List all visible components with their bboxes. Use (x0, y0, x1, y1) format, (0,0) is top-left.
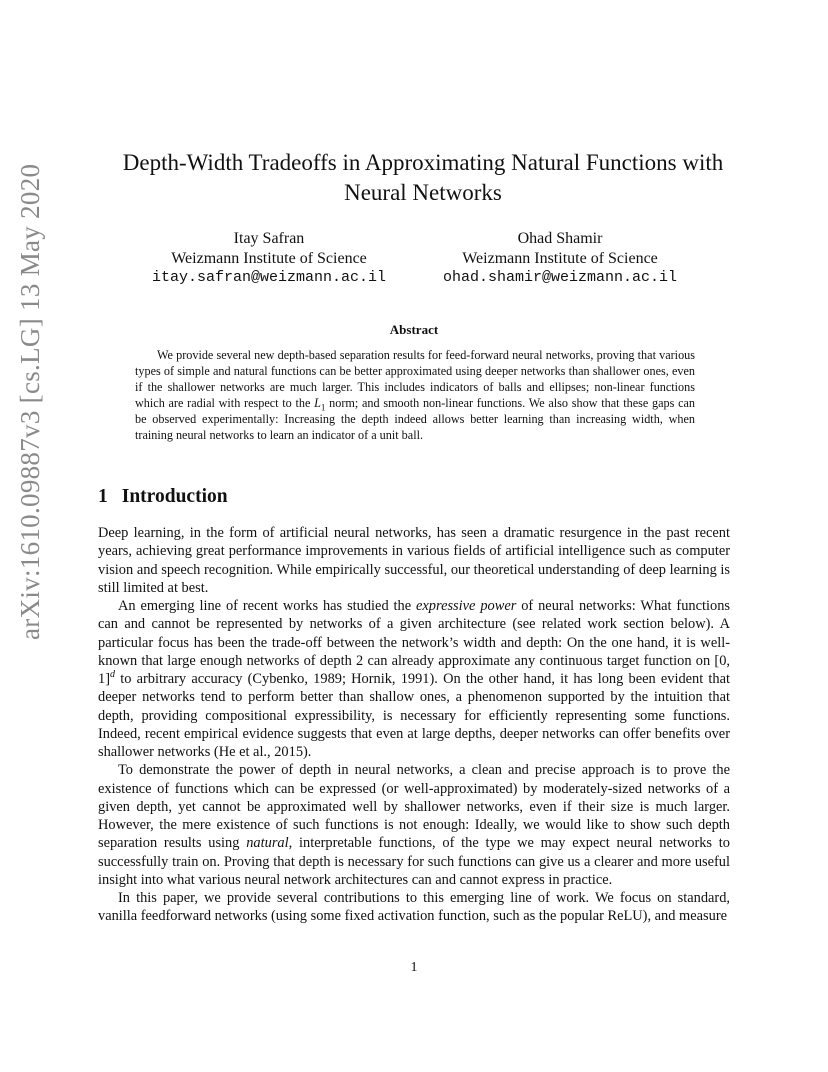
paragraph-2-text-b: of neural networks: What functions can and cannot be represented by networks of a given architecture (see related work section below). A particular focus has been the trade-off between the network’s width and depth: On the one hand, it is well-known that large enough networks of depth 2 can already approximate any continuous target function on (98, 598, 730, 669)
page-number: 1 (410, 960, 418, 975)
abstract (135, 347, 695, 444)
author-email: ohad.shamir@weizmann.ac.il (442, 269, 678, 286)
paragraph-3-text-a: To demonstrate the power of depth in neural networks, a clean and precise approach is to prove the existence of functions which can be expressed (or well-approximated) by moderately-sized networks of a given depth, yet cannot be approximated well by shallower networks, even if their size is much larger. However, the mere existence of such functions is not enough: Ideally, we would like to show such depth separation results using (98, 762, 730, 852)
author-affiliation: Weizmann Institute of Science (462, 249, 658, 267)
section-number: 1 (98, 486, 108, 507)
abstract-paragraph (135, 347, 695, 444)
abstract-heading: Abstract (389, 322, 439, 337)
author-name: Ohad Shamir (517, 230, 603, 247)
norm-symbol: L (314, 396, 321, 411)
paragraph-3-text-b: , interpretable functions, of the type we may expect neural networks to successfully train on. Proving that depth is necessary for such functions can give us a clearer and more useful insight into what various neural network architectures can and cannot express in practice. (98, 835, 730, 888)
author-email: itay.safran@weizmann.ac.il (151, 269, 387, 286)
abstract-text-part1: We provide several new depth-based separation results for feed-forward neural networks, proving that various types of simple and natural functions can be better approximated using deeper networks than shallower ones, even if the shallower networks are much larger. This includes indicators of balls and ellipses; non-linear functions which are radial with respect to the (135, 348, 695, 411)
paragraph-3 (98, 761, 730, 889)
paragraph-4: In this paper, we provide several contributions to this emerging line of work. We focus on standard, vanilla feedforward networks (using some fixed activation function, such as the popular ReLU), and measure (98, 890, 730, 925)
paragraph-2 (98, 597, 730, 761)
paragraph-2-text-a: An emerging line of recent works has studied the (118, 598, 417, 614)
paragraph-2-text-c: to arbitrary accuracy (Cybenko, 1989; Hornik, 1991). On the other hand, it has long been evident that deeper networks tend to perform better than shallow ones, a phenomenon supported by the intuition that depth, providing compositional expressibility, is necessary for efficiently representing some functions. Indeed, recent empirical evidence suggests that even at large depths, deeper networks can offer benefits over shallower networks (He et al., 2015). (98, 671, 730, 760)
paper-title: Depth-Width Tradeoffs in Approximating Natural Functions with Neural Networks (122, 150, 724, 205)
body-text (98, 524, 730, 926)
section-heading (98, 486, 228, 508)
math-interval: [0, 1] (98, 652, 730, 687)
math-superscript-d: d (110, 669, 115, 681)
author-block-1 (140, 229, 398, 288)
author-block-2 (430, 229, 690, 288)
norm-subscript: 1 (320, 402, 326, 413)
author-affiliation: Weizmann Institute of Science (171, 249, 367, 267)
abstract-text-part2: norm; and smooth non-linear functions. We also show that these gaps can be observed experimentally: Increasing the depth indeed allows better learning than increasing width, when training neural networks to learn an indicator of a unit ball. (135, 396, 695, 443)
section-title: Introduction (121, 486, 228, 507)
paragraph-1: Deep learning, in the form of artificial neural networks, has seen a dramatic resurgence in the past recent years, achieving great performance improvements in various fields of artificial intelligence such as computer vision and speech recognition. While empirically successful, our theoretical understanding of deep learning is still limited at best. (98, 525, 730, 596)
arxiv-identifier: arXiv:1610.09887v3 [cs.LG] 13 May 2020 (15, 163, 45, 640)
emphasis-expressive-power: expressive power (416, 598, 517, 614)
author-name: Itay Safran (233, 230, 305, 247)
emphasis-natural: natural (246, 835, 289, 852)
